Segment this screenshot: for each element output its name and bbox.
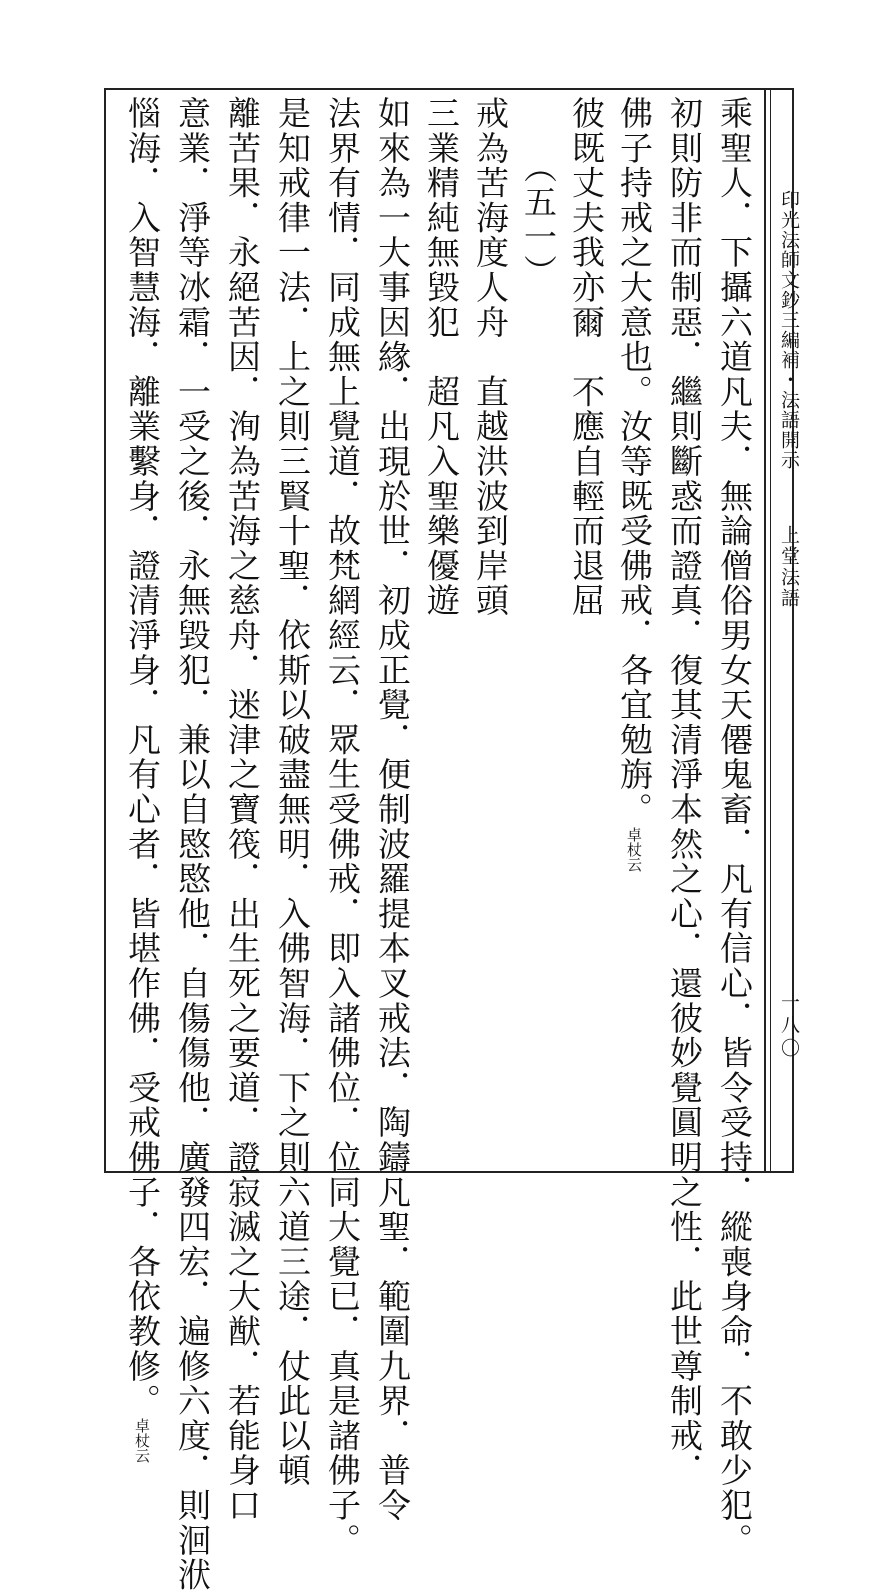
text-column-4: 彼既丈夫我亦爾 不應自輕而退屈 [567,96,606,618]
column-3-text: 佛子持戒之大意也。汝等既受佛戒．各宜勉旃。 [615,96,654,827]
header-rule-thin [770,88,771,1173]
verse-line-1: 戒為苦海度人舟 直越洪波到岸頭 [471,96,510,618]
text-column-1: 乘聖人．下攝六道凡夫．無論僧俗男女天僊鬼畜．凡有信心．皆令受持．縱喪身命．不敢少犯。 [715,96,754,1558]
section-heading: （五一） [519,150,558,290]
text-column-8: 如來為一大事因緣．出現於世．初成正覺．便制波羅提本叉戒法．陶鑄凡聖．範圍九界．普令 [373,96,412,1523]
text-column-2: 初則防非而制惡．繼則斷惑而證真．復其清淨本然之心．還彼妙覺圓明之性．此世尊制戒． [665,96,704,1488]
text-column-3 [614,96,654,1166]
annotation-note: 卓杖云 [133,1418,151,1464]
book-title: 印光法師文鈔三編補・法語開示 [778,190,800,470]
header-rule [764,88,766,1173]
annotation-note: 卓杖云 [625,826,643,872]
text-column-11: 離苦果．永絕苦因．洵為苦海之慈舟．迷津之寶筏．出生死之要道．證寂滅之大猷．若能身口 [223,96,262,1523]
page-number: 一八〇 [778,992,800,1061]
text-column-12: 意業．淨等冰霜．一受之後．永無毀犯．兼以自愍愍他．自傷傷他．廣發四宏．遍修六度．則洄洑 [173,96,212,1592]
text-column-13 [122,96,162,1464]
verse-line-2: 三業精純無毀犯 超凡入聖樂優遊 [422,96,461,618]
section-title: 上堂法語 [778,525,800,609]
text-column-10: 是知戒律一法．上之則三賢十聖．依斯以破盡無明．入佛智海．下之則六道三途．仗此以頓 [273,96,312,1488]
column-13-text: 惱海．入智慧海．離業繫身．證清淨身．凡有心者．皆堪作佛．受戒佛子．各依教修。 [123,96,162,1419]
text-column-9: 法界有情．同成無上覺道．故梵網經云．眾生受佛戒．即入諸佛位．位同大覺已．真是諸佛子。 [323,96,362,1558]
